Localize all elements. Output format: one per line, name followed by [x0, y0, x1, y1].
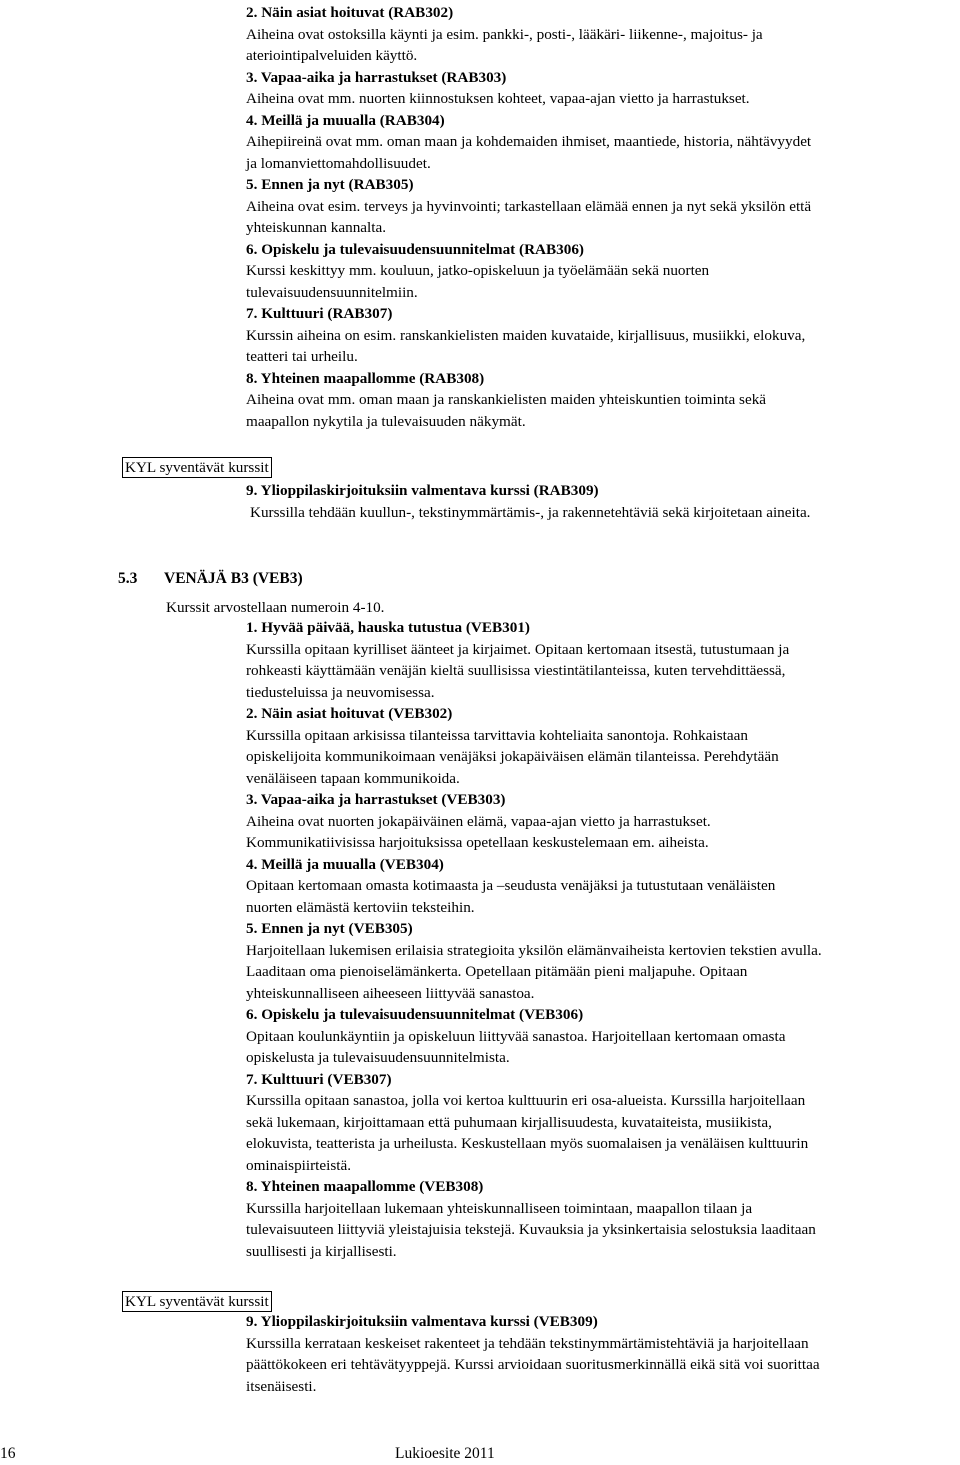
course-item: [246, 703, 956, 789]
course-text: Aiheina ovat nuorten jokapäiväinen elämä, vapaa-ajan vietto ja harrastukset.: [246, 812, 711, 830]
course-item: [246, 1069, 956, 1177]
course-text: opiskelijoita kommunikoimaan venäjäksi jokapäiväisen elämän tilanteissa. Perehdytään: [246, 748, 779, 765]
course-text: suullisesti ja kirjallisesti.: [246, 1242, 397, 1260]
course-text: elokuvista, teatterista ja urheilusta. Keskustellaan myös suomalaisen ja venäläisen kulttuurin: [246, 1135, 809, 1152]
course-text: Kurssilla harjoitellaan lukemaan yhteiskunnalliseen toimintaan, maapallon tilaan ja: [246, 1199, 753, 1217]
course-heading: 6. Opiskelu ja tulevaisuudensuunnitelmat (RAB306): [246, 240, 584, 258]
course-heading: 9. Ylioppilaskirjoituksiin valmentava kurssi (RAB309): [246, 482, 599, 499]
course-text: Opitaan kertomaan omasta kotimaasta ja –seudusta venäjäksi ja tutustutaan venäläisten: [246, 877, 776, 894]
course-heading: 3. Vapaa-aika ja harrastukset (RAB303): [246, 68, 507, 86]
course-heading: 2. Näin asiat hoituvat (RAB302): [246, 4, 454, 21]
kyl-course: [246, 480, 956, 523]
course-text: Kurssilla opitaan kyrilliset äänteet ja kirjaimet. Opitaan kertomaan itsestä, tutustumaan ja: [246, 640, 790, 658]
course-text: Laaditaan oma pienoiselämänkerta. Opetellaan pitämään pieni maljapuhe. Opitaan: [246, 963, 748, 980]
course-text: Kurssilla opitaan arkisissa tilanteissa tarvittavia kohteliaita sanontoja. Rohkaistaan: [246, 726, 748, 744]
course-item: [246, 303, 956, 368]
course-text: tulevaisuuteen liittyviä yleistajuisia tekstejä. Kuvauksia ja yksinkertaisia selostuksia laaditaan: [246, 1221, 816, 1238]
section-title: [118, 568, 303, 590]
course-text: itsenäisesti.: [246, 1377, 317, 1395]
course-text: sekä lukemaan, kirjoittamaan että puhumaan kirjallisuudesta, kuvataiteista, musiikista,: [246, 1113, 772, 1131]
course-item: [246, 2, 956, 67]
course-text: opiskelusta ja tulevaisuudensuunnitelmista.: [246, 1049, 510, 1066]
course-heading: 9. Ylioppilaskirjoituksiin valmentava kurssi (VEB309): [246, 1313, 598, 1330]
course-text: ominaispiirteistä.: [246, 1156, 352, 1174]
course-heading: 6. Opiskelu ja tulevaisuudensuunnitelmat (VEB306): [246, 1006, 584, 1023]
course-item: [246, 1176, 956, 1262]
course-text: Aiheina ovat mm. nuorten kiinnostuksen kohteet, vapaa-ajan vietto ja harrastukset.: [246, 90, 750, 107]
course-text: Aiheina ovat ostoksilla käynti ja esim. pankki-, posti-, lääkäri- liikenne-, majoitus- ja: [246, 25, 763, 43]
course-heading: 4. Meillä ja muualla (VEB304): [246, 855, 444, 873]
course-heading: 2. Näin asiat hoituvat (VEB302): [246, 705, 453, 722]
course-heading: 1. Hyvää päivää, hauska tutustua (VEB301): [246, 619, 530, 636]
course-text: Kurssilla tehdään kuullun-, tekstinymmärtämis-, ja rakennetehtäviä sekä kirjoitetaan aineita.: [250, 503, 811, 521]
kyl-advanced-label: KYL syventävät kurssit: [122, 457, 272, 478]
course-item: [246, 368, 956, 433]
course-item: [246, 918, 956, 1004]
section-heading: VENÄJÄ B3 (VEB3): [164, 570, 303, 587]
course-heading: 7. Kulttuuri (RAB307): [246, 305, 393, 322]
course-text: Kurssilla opitaan sanastoa, jolla voi kertoa kulttuurin eri osa-alueista. Kurssilla harjoitellaan: [246, 1092, 806, 1109]
course-item: [246, 174, 956, 239]
course-text: tulevaisuudensuunnitelmiin.: [246, 283, 418, 301]
course-heading: 8. Yhteinen maapallomme (RAB308): [246, 369, 485, 387]
course-heading: 8. Yhteinen maapallomme (VEB308): [246, 1178, 484, 1195]
course-text: Kurssin aiheina on esim. ranskankielisten maiden kuvataide, kirjallisuus, musiikki, elokuva,: [246, 326, 806, 344]
course-text: Harjoitellaan lukemisen erilaisia strategioita yksilön elämänvaiheista kertovien tekstien avulla.: [246, 941, 822, 959]
course-text: Aiheina ovat esim. terveys ja hyvinvointi; tarkastellaan elämää ennen ja nyt sekä yksilön että: [246, 197, 812, 215]
course-text: teatteri tai urheilu.: [246, 348, 358, 365]
veb-course-list: [246, 617, 956, 1262]
course-item: [246, 1004, 956, 1069]
course-text: yhteiskunnalliseen aiheeseen liittyvää sanastoa.: [246, 984, 535, 1002]
publication-name: Lukioesite 2011: [395, 1445, 495, 1462]
kyl-advanced-label: KYL syventävät kurssit: [122, 1291, 272, 1312]
course-text: tiedusteluissa ja neuvomisessa.: [246, 683, 435, 701]
course-text: ateriointipalveluiden käyttö.: [246, 47, 418, 64]
grading-note: Kurssit arvostellaan numeroin 4-10.: [166, 599, 385, 616]
kyl-course: [246, 1311, 956, 1397]
course-text: Aiheina ovat mm. oman maan ja ranskankielisten maiden yhteiskuntien toiminta sekä: [246, 391, 767, 408]
course-text: maapallon nykytila ja tulevaisuuden näkymät.: [246, 412, 526, 430]
course-item: [246, 854, 956, 919]
course-item: [246, 789, 956, 854]
top-course-list: [246, 2, 956, 432]
section-number: 5.3: [118, 570, 138, 587]
course-text: Opitaan koulunkäyntiin ja opiskeluun liittyvää sanastoa. Harjoitellaan kertomaan omasta: [246, 1027, 786, 1045]
course-text: Kurssilla kerrataan keskeiset rakenteet ja tehdään tekstinymmärtämistehtäviä ja harjoitellaan: [246, 1334, 809, 1352]
course-text: ja lomanviettomahdollisuudet.: [246, 154, 431, 172]
course-item: [246, 67, 956, 110]
course-heading: 7. Kulttuuri (VEB307): [246, 1070, 392, 1088]
course-text: nuorten elämästä kertoviin teksteihin.: [246, 898, 475, 916]
course-heading: 3. Vapaa-aika ja harrastukset (VEB303): [246, 791, 506, 808]
course-text: venäläiseen tapaan kommunikoida.: [246, 769, 460, 787]
course-heading: 4. Meillä ja muualla (RAB304): [246, 111, 445, 129]
course-heading: 5. Ennen ja nyt (RAB305): [246, 176, 414, 193]
course-text: yhteiskunnan kannalta.: [246, 219, 387, 236]
course-text: päättökokeen eri tehtävätyyppejä. Kurssi arvioidaan suoritusmerkinnällä eikä sitä voi suorittaa: [246, 1356, 820, 1373]
course-text: Kurssi keskittyy mm. kouluun, jatko-opiskeluun ja työelämään sekä nuorten: [246, 262, 710, 279]
course-text: rohkeasti käyttämään venäjän kieltä suullisissa viestintätilanteissa, kuten tervehdittäessä,: [246, 662, 786, 679]
course-heading: 5. Ennen ja nyt (VEB305): [246, 920, 413, 937]
course-text: Aihepiireinä ovat mm. oman maan ja kohdemaiden ihmiset, maantiede, historia, nähtävyydet: [246, 133, 812, 150]
course-text: Kommunikatiivisissa harjoituksissa opetellaan keskustelemaan em. aiheista.: [246, 834, 709, 851]
page-number: 16: [0, 1445, 16, 1462]
course-item: [246, 239, 956, 304]
course-item: [246, 110, 956, 175]
course-item: [246, 617, 956, 703]
